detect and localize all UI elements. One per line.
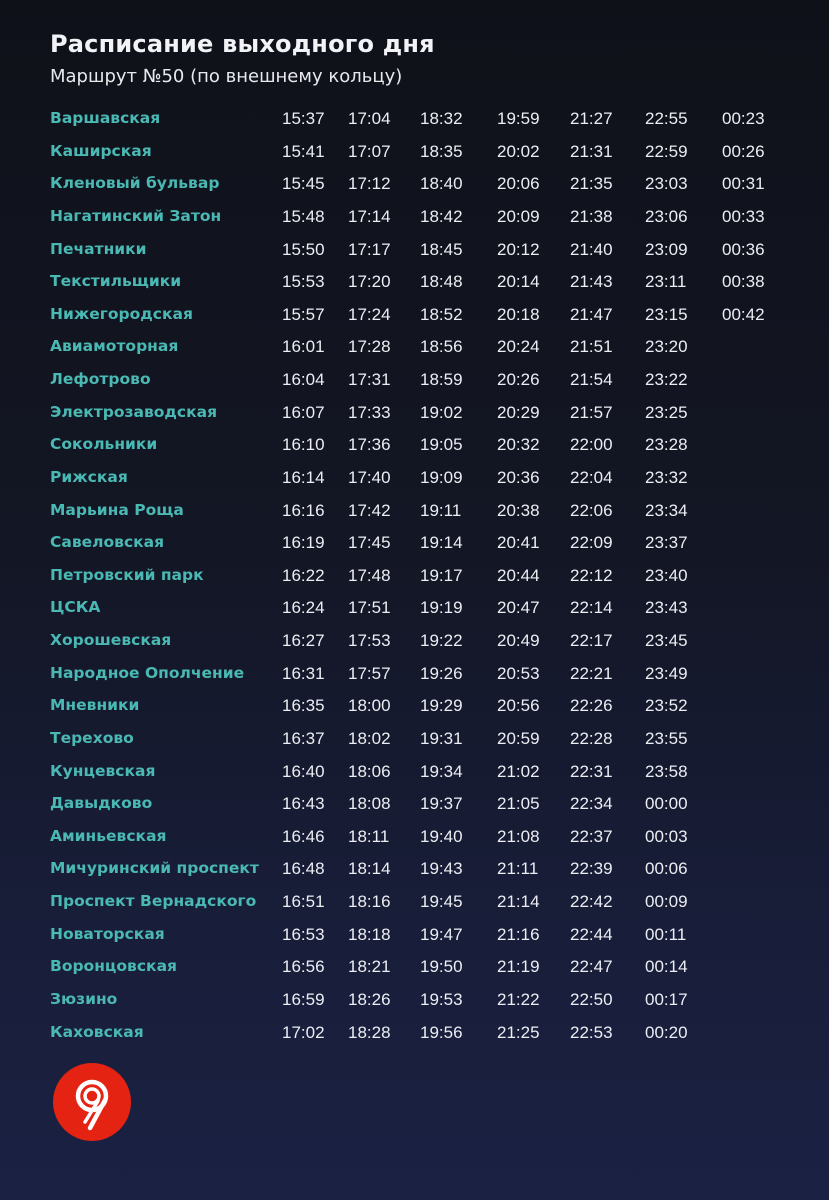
table-row bbox=[0, 1018, 829, 1051]
departure-time: 15:41 bbox=[282, 141, 325, 161]
table-row bbox=[0, 137, 829, 170]
page-title: Расписание выходного дня bbox=[50, 30, 435, 58]
departure-time: 19:19 bbox=[420, 598, 463, 618]
departure-time: 21:51 bbox=[570, 337, 613, 357]
departure-time: 19:26 bbox=[420, 663, 463, 683]
departure-time: 16:35 bbox=[282, 696, 325, 716]
station-name: Варшавская bbox=[50, 109, 161, 127]
departure-time: 23:32 bbox=[645, 467, 688, 487]
departure-time: 16:48 bbox=[282, 859, 325, 879]
departure-time: 23:03 bbox=[645, 174, 688, 194]
departure-time: 22:44 bbox=[570, 924, 613, 944]
table-row bbox=[0, 430, 829, 463]
departure-time: 15:50 bbox=[282, 239, 325, 259]
departure-time: 16:01 bbox=[282, 337, 325, 357]
departure-time: 18:08 bbox=[348, 794, 391, 814]
departure-time: 18:18 bbox=[348, 924, 391, 944]
station-name: Текстильщики bbox=[50, 272, 182, 291]
table-row bbox=[0, 398, 829, 431]
table-row bbox=[0, 463, 829, 496]
departure-time: 18:48 bbox=[420, 272, 463, 292]
departure-time: 22:14 bbox=[570, 598, 613, 618]
departure-time: 18:52 bbox=[420, 304, 463, 324]
departure-time: 00:17 bbox=[645, 989, 688, 1009]
departure-time: 17:04 bbox=[348, 109, 391, 128]
departure-time: 20:56 bbox=[497, 696, 540, 716]
departure-time: 19:34 bbox=[420, 761, 463, 781]
station-name: Новаторская bbox=[50, 924, 165, 943]
departure-time: 20:12 bbox=[497, 239, 540, 259]
departure-time: 00:00 bbox=[645, 794, 688, 814]
departure-time: 00:31 bbox=[722, 174, 765, 194]
departure-time: 18:16 bbox=[348, 892, 391, 911]
departure-time: 16:56 bbox=[282, 957, 325, 977]
departure-time: 16:14 bbox=[282, 467, 325, 487]
departure-time: 21:02 bbox=[497, 761, 540, 781]
departure-time: 16:27 bbox=[282, 631, 325, 650]
station-name: Мичуринский проспект bbox=[50, 859, 259, 878]
departure-time: 19:29 bbox=[420, 696, 463, 716]
table-row bbox=[0, 854, 829, 887]
departure-time: 23:22 bbox=[645, 370, 688, 389]
departure-time: 20:26 bbox=[497, 370, 540, 389]
departure-time: 21:08 bbox=[497, 826, 540, 846]
departure-time: 21:31 bbox=[570, 141, 613, 161]
departure-time: 15:57 bbox=[282, 304, 325, 324]
departure-time: 19:05 bbox=[420, 435, 463, 455]
departure-time: 23:34 bbox=[645, 500, 688, 520]
departure-time: 19:56 bbox=[420, 1022, 463, 1042]
station-name: Электрозаводская bbox=[50, 402, 218, 421]
station-name: Сокольники bbox=[50, 435, 158, 454]
departure-time: 18:45 bbox=[420, 239, 463, 259]
departure-time: 18:11 bbox=[348, 826, 390, 846]
departure-time: 00:42 bbox=[722, 304, 765, 324]
departure-time: 17:48 bbox=[348, 565, 391, 585]
departure-time: 21:16 bbox=[497, 924, 540, 944]
departure-time: 19:02 bbox=[420, 402, 463, 422]
departure-time: 22:39 bbox=[570, 859, 613, 879]
station-name: Зюзино bbox=[50, 989, 118, 1008]
departure-time: 23:40 bbox=[645, 565, 688, 585]
departure-time: 16:07 bbox=[282, 402, 325, 422]
departure-time: 19:45 bbox=[420, 892, 463, 911]
departure-time: 16:31 bbox=[282, 663, 325, 683]
table-row bbox=[0, 365, 829, 398]
departure-time: 20:47 bbox=[497, 598, 540, 618]
departure-time: 19:09 bbox=[420, 467, 463, 487]
departure-time: 19:22 bbox=[420, 631, 463, 650]
departure-time: 18:35 bbox=[420, 141, 463, 161]
departure-time: 16:04 bbox=[282, 370, 325, 389]
departure-time: 17:51 bbox=[348, 598, 391, 618]
departure-time: 22:21 bbox=[570, 663, 613, 683]
departure-time: 22:53 bbox=[570, 1022, 613, 1042]
departure-time: 20:18 bbox=[497, 304, 540, 324]
table-row bbox=[0, 691, 829, 724]
station-name: Кленовый бульвар bbox=[50, 174, 220, 193]
station-name: Воронцовская bbox=[50, 957, 177, 976]
moscow-transport-logo-icon bbox=[52, 1062, 132, 1142]
departure-time: 16:24 bbox=[282, 598, 325, 618]
departure-time: 20:24 bbox=[497, 337, 540, 357]
station-name: Давыдково bbox=[50, 794, 153, 813]
route-subtitle: Маршрут №50 (по внешнему кольцу) bbox=[50, 66, 403, 87]
departure-time: 00:23 bbox=[722, 109, 765, 128]
table-row bbox=[0, 169, 829, 202]
table-row bbox=[0, 202, 829, 235]
departure-time: 22:47 bbox=[570, 957, 613, 977]
departure-time: 18:14 bbox=[348, 859, 391, 879]
station-name: Савеловская bbox=[50, 533, 165, 552]
departure-time: 16:22 bbox=[282, 565, 325, 585]
departure-time: 20:09 bbox=[497, 206, 540, 226]
departure-time: 22:26 bbox=[570, 696, 613, 716]
table-row bbox=[0, 822, 829, 855]
departure-time: 22:06 bbox=[570, 500, 613, 520]
departure-time: 15:45 bbox=[282, 174, 325, 194]
departure-time: 18:56 bbox=[420, 337, 463, 357]
station-name: Терехово bbox=[50, 728, 134, 747]
table-row bbox=[0, 789, 829, 822]
departure-time: 22:17 bbox=[570, 631, 613, 650]
departure-time: 18:40 bbox=[420, 174, 463, 194]
departure-time: 22:12 bbox=[570, 565, 613, 585]
departure-time: 22:59 bbox=[645, 141, 688, 161]
station-name: Каширская bbox=[50, 141, 152, 160]
departure-time: 00:03 bbox=[645, 826, 688, 846]
departure-time: 00:20 bbox=[645, 1022, 688, 1042]
departure-time: 19:50 bbox=[420, 957, 463, 977]
departure-time: 20:29 bbox=[497, 402, 540, 422]
departure-time: 16:43 bbox=[282, 794, 325, 814]
departure-time: 20:06 bbox=[497, 174, 540, 194]
departure-time: 23:25 bbox=[645, 402, 688, 422]
station-name: Аминьевская bbox=[50, 826, 167, 845]
departure-time: 22:09 bbox=[570, 533, 613, 553]
departure-time: 17:12 bbox=[348, 174, 391, 194]
table-row bbox=[0, 104, 829, 137]
departure-time: 19:37 bbox=[420, 794, 463, 814]
departure-time: 22:28 bbox=[570, 728, 613, 748]
departure-time: 21:05 bbox=[497, 794, 540, 814]
departure-time: 16:59 bbox=[282, 989, 325, 1009]
departure-time: 19:11 bbox=[420, 500, 462, 520]
departure-time: 15:37 bbox=[282, 109, 325, 128]
departure-time: 18:59 bbox=[420, 370, 463, 389]
departure-time: 22:55 bbox=[645, 109, 688, 128]
departure-time: 00:33 bbox=[722, 206, 765, 226]
departure-time: 18:32 bbox=[420, 109, 463, 128]
departure-time: 17:20 bbox=[348, 272, 391, 292]
departure-time: 23:52 bbox=[645, 696, 688, 716]
departure-time: 22:31 bbox=[570, 761, 613, 781]
departure-time: 21:35 bbox=[570, 174, 613, 194]
table-row bbox=[0, 561, 829, 594]
station-name: Нижегородская bbox=[50, 304, 193, 323]
departure-time: 16:46 bbox=[282, 826, 325, 846]
departure-time: 18:02 bbox=[348, 728, 391, 748]
table-row bbox=[0, 724, 829, 757]
departure-time: 17:17 bbox=[348, 239, 391, 259]
departure-time: 19:14 bbox=[420, 533, 463, 553]
departure-time: 21:40 bbox=[570, 239, 613, 259]
departure-time: 23:28 bbox=[645, 435, 688, 455]
table-row bbox=[0, 757, 829, 790]
departure-time: 19:31 bbox=[420, 728, 463, 748]
departure-time: 23:15 bbox=[645, 304, 688, 324]
departure-time: 19:59 bbox=[497, 109, 540, 128]
departure-time: 21:22 bbox=[497, 989, 540, 1009]
departure-time: 17:28 bbox=[348, 337, 391, 357]
departure-time: 21:54 bbox=[570, 370, 613, 389]
departure-time: 21:19 bbox=[497, 957, 540, 977]
departure-time: 20:36 bbox=[497, 467, 540, 487]
departure-time: 20:02 bbox=[497, 141, 540, 161]
departure-time: 21:14 bbox=[497, 892, 540, 911]
departure-time: 18:26 bbox=[348, 989, 391, 1009]
departure-time: 20:59 bbox=[497, 728, 540, 748]
departure-time: 22:00 bbox=[570, 435, 613, 455]
departure-time: 21:57 bbox=[570, 402, 613, 422]
departure-time: 23:43 bbox=[645, 598, 688, 618]
departure-time: 17:45 bbox=[348, 533, 391, 553]
table-row bbox=[0, 300, 829, 333]
table-row bbox=[0, 332, 829, 365]
departure-time: 17:33 bbox=[348, 402, 391, 422]
station-name: ЦСКА bbox=[50, 598, 101, 617]
table-row bbox=[0, 528, 829, 561]
station-name: Нагатинский Затон bbox=[50, 206, 222, 225]
departure-time: 17:57 bbox=[348, 663, 391, 683]
departure-time: 00:38 bbox=[722, 272, 765, 292]
departure-time: 00:09 bbox=[645, 892, 688, 911]
departure-time: 23:58 bbox=[645, 761, 688, 781]
departure-time: 23:09 bbox=[645, 239, 688, 259]
departure-time: 17:40 bbox=[348, 467, 391, 487]
departure-time: 00:14 bbox=[645, 957, 688, 977]
departure-time: 21:38 bbox=[570, 206, 613, 226]
departure-time: 22:42 bbox=[570, 892, 613, 911]
departure-time: 18:21 bbox=[348, 957, 391, 977]
departure-time: 17:24 bbox=[348, 304, 391, 324]
departure-time: 15:53 bbox=[282, 272, 325, 292]
station-name: Мневники bbox=[50, 696, 140, 715]
departure-time: 23:55 bbox=[645, 728, 688, 748]
departure-time: 23:06 bbox=[645, 206, 688, 226]
table-row bbox=[0, 659, 829, 692]
departure-time: 21:47 bbox=[570, 304, 613, 324]
departure-time: 20:14 bbox=[497, 272, 540, 292]
table-row bbox=[0, 985, 829, 1018]
departure-time: 21:25 bbox=[497, 1022, 540, 1042]
departure-time: 00:11 bbox=[645, 924, 687, 944]
departure-time: 16:37 bbox=[282, 728, 325, 748]
station-name: Лефотрово bbox=[50, 370, 151, 388]
departure-time: 20:44 bbox=[497, 565, 540, 585]
departure-time: 17:02 bbox=[282, 1022, 325, 1042]
departure-time: 18:42 bbox=[420, 206, 463, 226]
departure-time: 17:42 bbox=[348, 500, 391, 520]
departure-time: 17:14 bbox=[348, 206, 391, 226]
table-row bbox=[0, 952, 829, 985]
departure-time: 16:40 bbox=[282, 761, 325, 781]
station-name: Кунцевская bbox=[50, 761, 156, 780]
table-row bbox=[0, 235, 829, 268]
departure-time: 22:04 bbox=[570, 467, 613, 487]
departure-time: 18:00 bbox=[348, 696, 391, 716]
table-row bbox=[0, 496, 829, 529]
table-row bbox=[0, 267, 829, 300]
departure-time: 20:32 bbox=[497, 435, 540, 455]
table-row bbox=[0, 920, 829, 953]
departure-time: 23:37 bbox=[645, 533, 688, 553]
departure-time: 16:19 bbox=[282, 533, 325, 553]
departure-time: 19:43 bbox=[420, 859, 463, 879]
departure-time: 00:06 bbox=[645, 859, 688, 879]
departure-time: 20:49 bbox=[497, 631, 540, 650]
departure-time: 20:41 bbox=[497, 533, 540, 553]
station-name: Авиамоторная bbox=[50, 337, 179, 356]
departure-time: 16:10 bbox=[282, 435, 325, 455]
departure-time: 20:38 bbox=[497, 500, 540, 520]
departure-time: 18:06 bbox=[348, 761, 391, 781]
departure-time: 23:11 bbox=[645, 272, 687, 292]
station-name: Каховская bbox=[50, 1022, 144, 1041]
departure-time: 00:26 bbox=[722, 141, 765, 161]
departure-time: 21:11 bbox=[497, 859, 539, 879]
departure-time: 21:27 bbox=[570, 109, 613, 128]
departure-time: 15:48 bbox=[282, 206, 325, 226]
station-name: Хорошевская bbox=[50, 631, 172, 649]
table-row bbox=[0, 593, 829, 626]
station-name: Марьина Роща bbox=[50, 500, 184, 519]
station-name: Печатники bbox=[50, 239, 147, 258]
departure-time: 17:07 bbox=[348, 141, 391, 161]
station-name: Народное Ополчение bbox=[50, 663, 245, 682]
departure-time: 20:53 bbox=[497, 663, 540, 683]
departure-time: 19:17 bbox=[420, 565, 463, 585]
departure-time: 17:53 bbox=[348, 631, 391, 650]
departure-time: 19:40 bbox=[420, 826, 463, 846]
departure-time: 22:34 bbox=[570, 794, 613, 814]
departure-time: 23:20 bbox=[645, 337, 688, 357]
departure-time: 18:28 bbox=[348, 1022, 391, 1042]
departure-time: 19:47 bbox=[420, 924, 463, 944]
departure-time: 22:50 bbox=[570, 989, 613, 1009]
schedule-table bbox=[0, 104, 829, 1050]
station-name: Рижская bbox=[50, 467, 128, 486]
table-row bbox=[0, 626, 829, 659]
departure-time: 17:31 bbox=[348, 370, 391, 389]
departure-time: 23:49 bbox=[645, 663, 688, 683]
departure-time: 21:43 bbox=[570, 272, 613, 292]
station-name: Петровский парк bbox=[50, 565, 204, 584]
table-row bbox=[0, 887, 829, 920]
departure-time: 00:36 bbox=[722, 239, 765, 259]
departure-time: 16:51 bbox=[282, 892, 325, 911]
departure-time: 22:37 bbox=[570, 826, 613, 846]
departure-time: 16:16 bbox=[282, 500, 325, 520]
departure-time: 19:53 bbox=[420, 989, 463, 1009]
departure-time: 23:45 bbox=[645, 631, 688, 650]
station-name: Проспект Вернадского bbox=[50, 892, 257, 910]
departure-time: 17:36 bbox=[348, 435, 391, 455]
departure-time: 16:53 bbox=[282, 924, 325, 944]
